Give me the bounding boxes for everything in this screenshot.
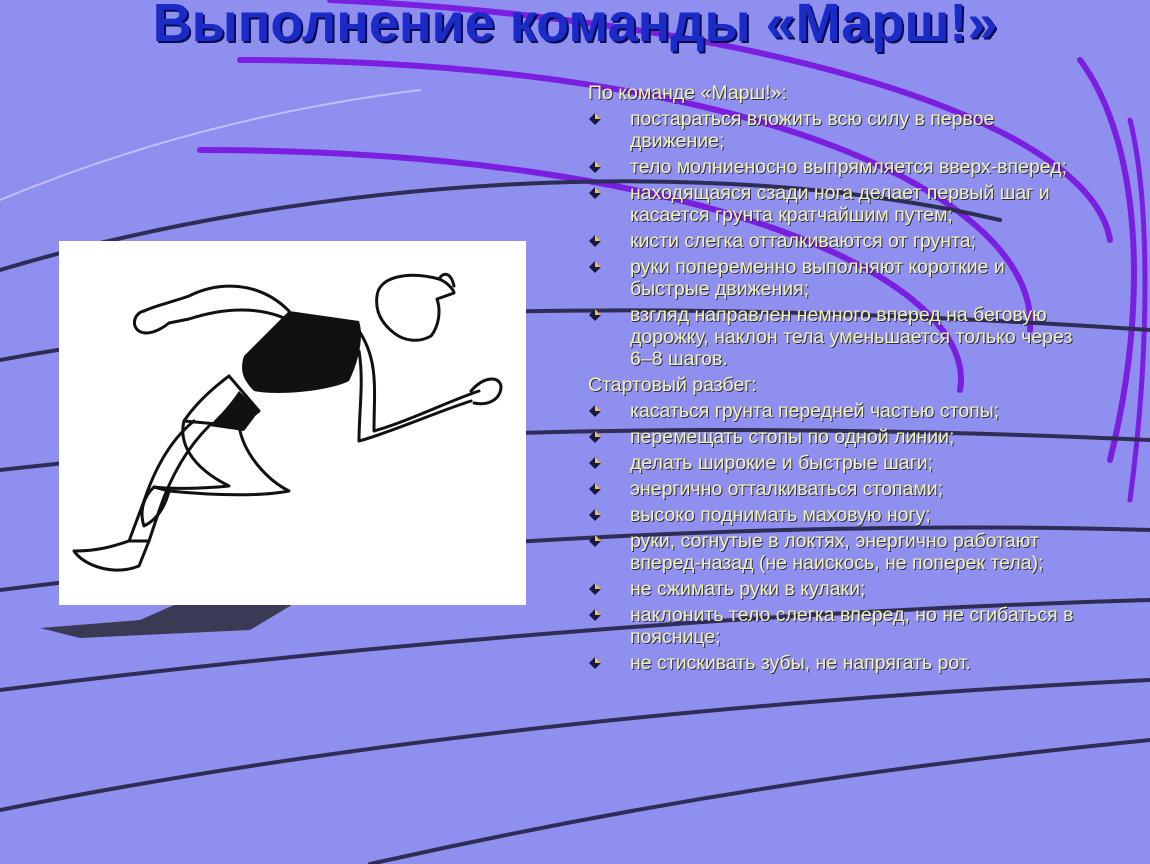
bullet-icon [588,430,602,444]
list-item [588,426,1088,448]
list-item-text: тело молниеносно выпрямляется вверх-вперед; [630,156,1068,178]
section2-list [588,400,1088,674]
bullet-icon [588,404,602,418]
bullet-icon [588,160,602,174]
list-item [588,504,1088,526]
sprinter-illustration [59,241,526,605]
list-item [588,652,1088,674]
list-item-text: наклонить тело слегка вперед, но не сгибаться в пояснице; [630,604,1074,648]
bullet-icon [588,112,602,126]
slide-title: Выполнение команды «Марш!» [152,0,998,53]
list-item [588,108,1088,152]
list-item [588,304,1088,370]
list-item-text: руки, согнутые в локтях, энергично работают вперед-назад (не наискось, не поперек тела); [630,530,1044,574]
bullet-icon [588,656,602,670]
bullet-icon [588,582,602,596]
list-item [588,156,1088,178]
bullet-icon [588,234,602,248]
list-item [588,478,1088,500]
list-item-text: перемещать стопы по одной линии; [630,426,955,448]
list-item-text: взгляд направлен немного вперед на беговую дорожку, наклон тела уменьшается только через 6–8 шагов. [630,304,1073,370]
instructions-text [588,82,1088,678]
bullet-icon [588,508,602,522]
list-item [588,182,1088,226]
section1-heading: По команде «Марш!»: [588,82,787,104]
list-item [588,604,1088,648]
list-item [588,452,1088,474]
list-item-text: находящаяся сзади нога делает первый шаг и касается грунта кратчайшим путем; [630,182,1050,226]
list-item-text: делать широкие и быстрые шаги; [630,452,934,474]
list-item [588,400,1088,422]
list-item-text: руки попеременно выполняют короткие и быстрые движения; [630,256,1005,300]
section2-heading: Стартовый разбег: [588,374,757,396]
list-item-text: высоко поднимать маховую ногу; [630,504,931,526]
bullet-icon [588,482,602,496]
list-item-text: не стискивать зубы, не напрягать рот. [630,652,972,674]
bullet-icon [588,608,602,622]
bullet-icon [588,308,602,322]
bullet-icon [588,456,602,470]
list-item [588,230,1088,252]
list-item [588,578,1088,600]
bullet-icon [588,534,602,548]
sprinter-drawing [59,241,526,605]
bullet-icon [588,186,602,200]
section1-list [588,108,1088,370]
list-item [588,256,1088,300]
list-item-text: постараться вложить всю силу в первое движение; [630,108,995,152]
bullet-icon [588,260,602,274]
list-item-text: касаться грунта передней частью стопы; [630,400,1000,422]
list-item-text: кисти слегка отталкиваются от грунта; [630,230,977,252]
list-item [588,530,1088,574]
list-item-text: энергично отталкиваться стопами; [630,478,944,500]
list-item-text: не сжимать руки в кулаки; [630,578,866,600]
